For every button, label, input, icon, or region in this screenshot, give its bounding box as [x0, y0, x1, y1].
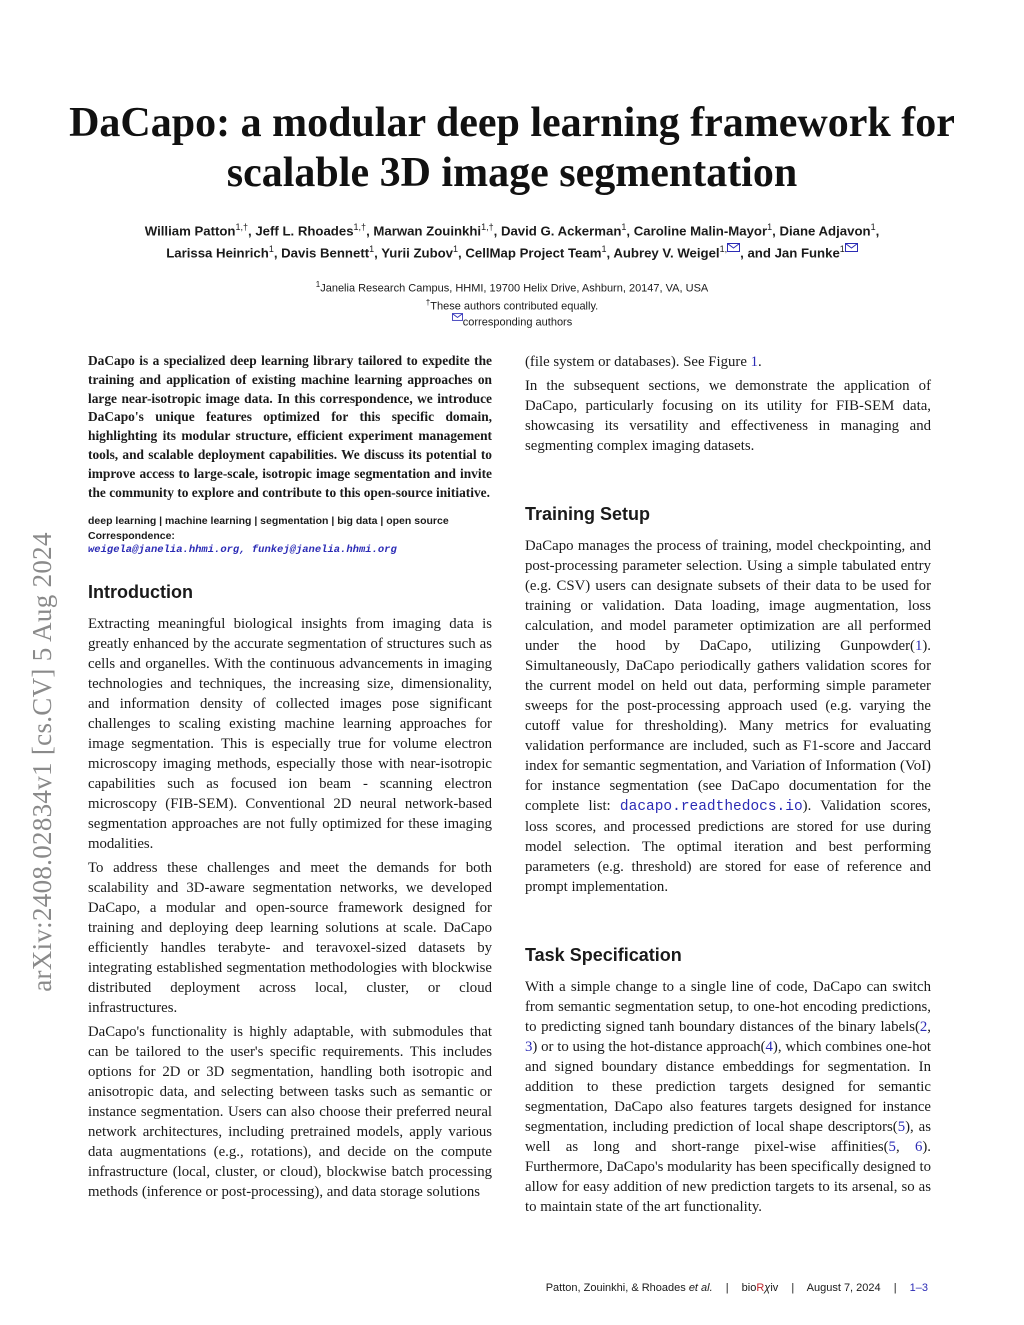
body-text: ) or to using the hot-distance approach(: [532, 1039, 766, 1055]
task-paragraph: With a simple change to a single line of code, DaCapo can switch from semantic segmentation setup, to one-hot encoding predictions, to predicting signed tanh boundary distances of the binary labels(2, 3) or to using the hot-distance approach(4), which combines one-hot and signed boundary distance embeddings for segmentation. In addition to these prediction targets designed for semantic segmentation, DaCapo also features targets designed for instance segmentation, including prediction of local shape descriptors(5), as well as long and short-range pixel-wise affinities(5, 6). Furthermore, DaCapo's modularity has been specifically designed to allow for easy addition of new prediction targets to its arsenal, so as to maintain state of the art functionality.: [525, 979, 931, 1215]
continued-text: (file system or databases). See Figure: [525, 354, 751, 370]
footer-date: August 7, 2024: [806, 1282, 881, 1294]
page-footer: Patton, Zouinkhi, & Rhoades et al. | bioRχiv | August 7, 2024 | 1–3: [545, 1282, 928, 1294]
citation-link[interactable]: 1: [914, 638, 923, 654]
corresponding-note: corresponding authors: [462, 316, 573, 329]
arxiv-identifier-stamp: arXiv:2408.02834v1 [cs.CV] 5 Aug 2024: [27, 532, 57, 992]
citation-link[interactable]: 2: [919, 1019, 928, 1035]
citation-link[interactable]: 3: [525, 1039, 533, 1055]
training-paragraph: [525, 536, 931, 897]
email-link[interactable]: weigela@janelia.hhmi.org: [88, 544, 240, 557]
author-name: CellMap Project Team: [465, 245, 602, 261]
citation-link[interactable]: 5: [888, 1139, 896, 1155]
equal-contribution-line: [70, 296, 954, 314]
footer-page-range[interactable]: 1–3: [909, 1282, 928, 1294]
email-link[interactable]: funkej@janelia.hhmi.org: [251, 544, 397, 557]
author-name: Diane Adjavon: [779, 223, 871, 239]
author-affiliation-mark: 1: [870, 222, 876, 232]
correspondence-label: Correspondence:: [88, 530, 175, 543]
author-affiliation-mark: 1,†: [481, 222, 494, 232]
author-affiliation-mark: 1: [767, 222, 773, 232]
section-heading-training-setup: Training Setup: [525, 504, 651, 524]
author-affiliation-mark: 1: [621, 222, 627, 232]
author-affiliation-mark: 1: [453, 244, 459, 255]
section-heading-introduction: Introduction: [88, 582, 193, 603]
footer-authors: Patton, Zouinkhi, & Rhoades: [545, 1282, 689, 1294]
author-name: Aubrey V. Weigel: [613, 245, 720, 261]
affiliation-address: Janelia Research Campus, HHMI, 19700 Helix Drive, Ashburn, 20147, VA, USA: [320, 282, 709, 295]
corresponding-line: [70, 313, 954, 330]
body-text: ). Furthermore, DaCapo's modularity has been specifically designed to allow for easy addition of new prediction targets to its arsenal, so as to maintain state of the art functionality.: [525, 1139, 931, 1215]
right-column: [525, 352, 931, 1221]
author-name: Larissa Heinrich: [166, 245, 269, 261]
citation-link[interactable]: 4: [765, 1039, 773, 1055]
author-affiliation-mark: 1: [601, 244, 607, 255]
affiliation-mark: 1: [315, 280, 321, 289]
logo-text: iv: [770, 1282, 779, 1294]
author-list: William Patton$^{1,\dagger}$, Jeff L. Rhoades$^{1,\dagger}$, Marwan Zouinkhi$^{1,\dagger}$, David G. Ackerman$^1$, Caroline Malin-Mayor$^1$, Diane Adjavon$^1$, Larissa Heinrich$^1$, Davis Bennett$^1$, Yurii Zubov$^1$, CellMap Project Team$^1$, Aubrey V. Weigel$^{1,}$ , and Jan Funke$^1$: [144, 222, 880, 261]
affiliations: [70, 278, 954, 330]
citation-separator: ,: [927, 1019, 931, 1035]
author-name: Jan Funke: [774, 245, 840, 261]
envelope-icon: [452, 313, 463, 321]
author-affiliation-mark: 1,†: [353, 222, 367, 232]
affiliation-address-line: [70, 278, 954, 296]
author-name: David G. Ackerman: [500, 223, 622, 239]
body-text: With a simple change to a single line of code, DaCapo can switch from semantic segmentation setup, to one-hot encoding predictions, to predicting signed tanh boundary distances of the binary labels(: [525, 979, 931, 1035]
author-name: William Patton: [144, 223, 236, 239]
author-name: Davis Bennett: [281, 245, 370, 261]
intro-paragraph: In the subsequent sections, we demonstrate the application of DaCapo, particularly focusing on its utility for FIB-SEM data, showcasing its versatility and effectiveness in managing and segmenting complex imaging datasets.: [525, 378, 931, 454]
author-affiliation-mark: 1: [268, 244, 274, 255]
logo-text: χ: [764, 1282, 771, 1294]
author-name: Marwan Zouinkhi: [373, 223, 482, 239]
docs-url-link[interactable]: dacapo.readthedocs.io: [619, 799, 803, 815]
intro-paragraph-continued: (file system or databases). See Figure 1.: [525, 354, 762, 370]
intro-paragraph: DaCapo's functionality is highly adaptable, with submodules that can be tailored to the user's specific requirements. This includes options for 2D or 3D segmentation, handling both isotropic and anisotropic data, and selecting between tasks such as semantic or instance segmentation. Users can also choose their preferred neural network architectures, including pretrained models, apply various data augmentations (e.g., rotations), and decide on the compute infrastructure (local, cluster, or cloud), blockwise batch processing methods (inference or post-processing), and data storage solutions: [88, 1024, 492, 1201]
footer-etal: et al.: [688, 1282, 713, 1294]
paper-title: DaCapo: a modular deep learning framework for scalable 3D image segmentation: [69, 100, 955, 196]
body-text: ). Simultaneously, DaCapo periodically gathers validation scores for the current model on held out data, performing simple parameter sweeps for the post-processing approach used (e.g. varying the cutoff value for thresholding). Many metrics for evaluating validation performance are included, such as F1-score and Jaccard index for semantic segmentation, and Variation of Information (VoI) for instance segmentation (see DaCapo documentation for the complete list:: [525, 638, 931, 814]
citation-link[interactable]: 5: [897, 1119, 906, 1135]
citation-link[interactable]: 6: [914, 1139, 923, 1155]
dagger-mark: †: [425, 297, 431, 307]
figure-reference-link[interactable]: 1: [750, 354, 758, 370]
author-affiliation-mark: 1: [369, 244, 375, 255]
intro-paragraph: Extracting meaningful biological insights from imaging data is greatly enhanced by the accurate segmentation of structures such as cells and organelles. With the continuous advancements in imaging technologies and techniques, the increasing size, dimensionality, and information density of collected images pose significant challenges to scaling existing machine learning approaches for image segmentation. This is especially true for volume electron microscopy imaging methods, especially those with near-isotropic capabilities such as focused ion beam - scanning electron microscopy (FIB-SEM). Conventional 2D neural network-based segmentation approaches are not fully optimized for these imaging modalities.: [88, 616, 492, 853]
author-name: Yurii Zubov: [381, 245, 454, 261]
body-text: ), as well as long and short-range pixel-wise affinities(: [525, 1119, 931, 1155]
author-name: Caroline Malin-Mayor: [633, 223, 768, 239]
keywords: deep learning | machine learning | segmentation | big data | open source: [88, 515, 449, 528]
left-column: [88, 352, 492, 1206]
envelope-icon: [845, 243, 858, 252]
logo-text: R: [756, 1282, 765, 1294]
body-text: ). Validation scores, loss scores, and processed predictions are stored for use during model selection. The optimal iteration and best performing parameters (e.g. threshold) are stored for ease of reference and prompt implementation.: [525, 798, 931, 895]
author-affiliation-mark: 1,†: [235, 222, 249, 232]
body-text: DaCapo manages the process of training, model checkpointing, and post-processing parameter selection. Using a simple tabulated entry (e.g. CSV) users can designate subsets of their data to be used for training or validation. Data loading, image augmentation, loss calculation, and model parameter optimization are all performed under the hood by DaCapo, utilizing Gunpowder(: [525, 538, 931, 654]
author-affiliation-mark: 1,: [719, 244, 728, 255]
author-conjunction: and: [747, 245, 771, 261]
section-heading-task-specification: Task Specification: [525, 945, 682, 965]
logo-text: bio: [741, 1282, 757, 1294]
envelope-icon: [727, 243, 740, 252]
correspondence-emails: weigela@janelia.hhmi.org, funkej@janelia.hhmi.org: [88, 544, 397, 557]
equal-contribution-note: These authors contributed equally.: [430, 300, 599, 313]
author-name: Jeff L. Rhoades: [255, 223, 354, 239]
intro-paragraph: To address these challenges and meet the demands for both scalability and 3D-aware segmentation networks, we developed DaCapo, a modular and open-source framework designed for training and deploying deep learning solutions at scale. DaCapo efficiently handles terabyte- and teravoxel-sized datasets by integrating established segmentation methodologies with blockwise distributed deployment across local, cluster, or cloud infrastructures.: [88, 860, 492, 1017]
abstract: DaCapo is a specialized deep learning library tailored to expedite the training and application of existing machine learning approaches on large near-isotropic image data. In this correspondence, we introduce DaCapo's unique features optimized for this specific domain, highlighting its modular structure, efficient experiment management tools, and scalable deployment capabilities. We discuss its potential to improve access to large-scale, isotropic image segmentation and invite the community to explore and contribute to this open-source initiative.: [88, 353, 492, 500]
biorxiv-logo: [742, 1282, 779, 1294]
body-text: ), which combines one-hot and signed boundary distance embeddings for segmentation. In addition to these prediction targets designed for semantic segmentation, DaCapo also features targets designed for instance segmentation, including prediction of local shape descriptors(: [525, 1039, 931, 1135]
author-affiliation-mark: 1: [839, 244, 845, 255]
